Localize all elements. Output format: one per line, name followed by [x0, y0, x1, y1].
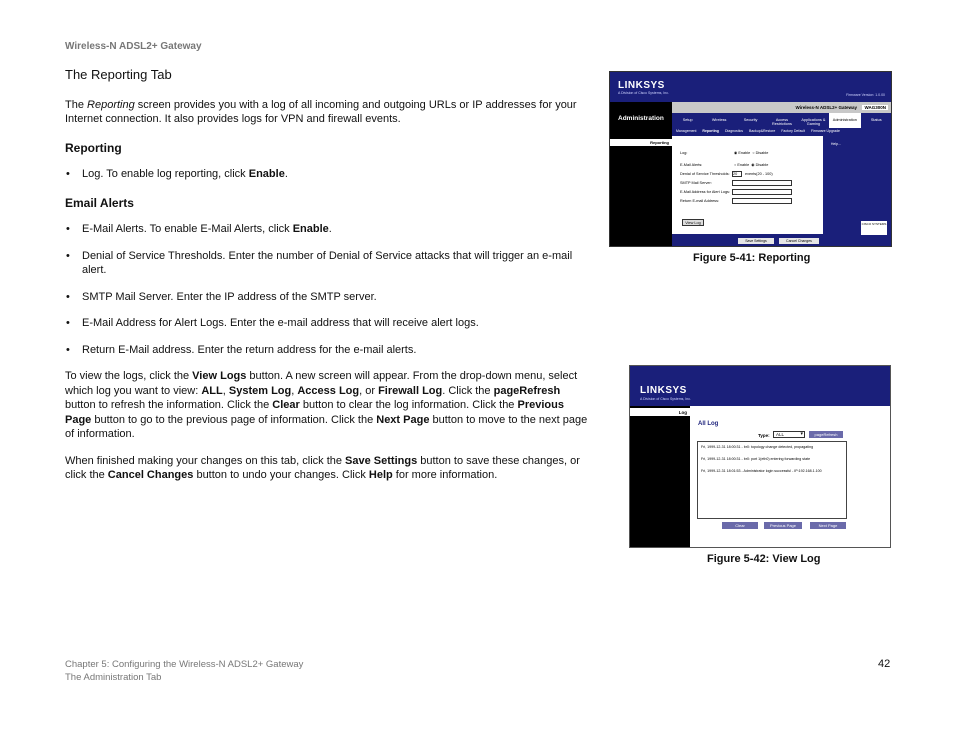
logo-tagline: A Division of Cisco Systems, Inc. [640, 397, 691, 401]
help-link[interactable]: Help... [830, 142, 841, 146]
page-refresh-button[interactable]: pageRefresh [809, 431, 843, 438]
previous-page-button[interactable]: Previous Page [764, 522, 802, 529]
view-log-button[interactable]: View Log [682, 219, 704, 226]
log-type-select[interactable]: ALL ▾ [773, 431, 805, 438]
section-title: The Reporting Tab [65, 67, 172, 82]
log-radio-group[interactable]: ◉ Enable ○ Disable [734, 151, 769, 155]
return-address-row: Return E-mail Address: [680, 198, 820, 207]
model-name: WAG300N [864, 105, 886, 110]
subtab-backup-restore[interactable]: Backup&Restore [749, 129, 776, 133]
list-item: • E-Mail Address for Alert Logs. Enter the e-mail address that will receive alert logs. [65, 316, 590, 331]
figure-caption-view-log: Figure 5-42: View Log [707, 553, 821, 565]
body-text-column [65, 68, 590, 495]
figure-reporting-screenshot [609, 71, 892, 247]
linksys-logo: LINKSYS [640, 385, 687, 396]
alert-email-input[interactable] [732, 189, 792, 195]
return-email-input[interactable] [732, 198, 792, 204]
tab-status[interactable]: Status [870, 118, 882, 122]
left-panel-label: Reporting [610, 139, 672, 146]
sub-tabs [672, 128, 892, 136]
list-item: • Return E-Mail address. Enter the return address for the e-mail alerts. [65, 343, 590, 358]
email-alerts-heading: Email Alerts [65, 195, 134, 210]
list-item: • SMTP Mail Server. Enter the IP address of the SMTP server. [65, 290, 590, 305]
finish-paragraph: When finished making your changes on this tab, click the Save Settings button to save these changes, or click the Cancel Changes button to undo your changes. Click Help for more information. [65, 454, 580, 481]
subtab-factory-default[interactable]: Factory Default [781, 129, 805, 133]
page-footer [65, 658, 303, 684]
view-logs-paragraph: To view the logs, click the View Logs button. A new screen will appear. From the drop-down menu, select which log you want to view: ALL, System Log, Access Log, or Firewall Log. Click the pageRefresh button to refresh the information. Click the Clear button to clear the log information. Click the Previous Page button to go to the previous page of information. Click the Next Page button to move to the next page of information. [65, 370, 588, 440]
left-panel [610, 136, 672, 247]
dos-unit: events(20 - 100) [745, 172, 773, 176]
cisco-logo: CISCO SYSTEMS [861, 221, 887, 235]
figure-caption-reporting: Figure 5-41: Reporting [693, 252, 811, 264]
page-number: 42 [878, 658, 891, 670]
product-name: Wireless-N ADSL2+ Gateway [795, 105, 857, 110]
tab-wireless[interactable]: Wireless [711, 118, 727, 122]
tab-setup[interactable]: Setup [682, 118, 693, 122]
linksys-logo: LINKSYS [618, 80, 665, 91]
running-header: Wireless-N ADSL2+ Gateway [65, 41, 202, 52]
email-radio-group[interactable]: ○ Enable ◉ Disable [734, 163, 769, 167]
tab-security[interactable]: Security [743, 118, 758, 122]
log-textarea[interactable] [697, 441, 847, 519]
save-settings-button[interactable]: Save Settings [738, 238, 774, 244]
subtab-diagnostics[interactable]: Diagnostics [724, 129, 744, 133]
tab-access-restrictions[interactable]: Access Restrictions [772, 118, 792, 126]
reporting-heading: Reporting [65, 140, 122, 155]
tab-applications-gaming[interactable]: Applications & Gaming [801, 118, 826, 126]
smtp-server-input[interactable] [732, 180, 792, 186]
log-title: All Log [698, 421, 719, 427]
logo-tagline: A Division of Cisco Systems, Inc. [618, 91, 669, 95]
footer-chapter: Chapter 5: Configuring the Wireless-N ADSL2+ Gateway [65, 659, 304, 670]
product-bar [672, 102, 892, 113]
email-alerts-list [65, 222, 590, 357]
subtab-management[interactable]: Management [676, 129, 697, 133]
reporting-list [65, 167, 590, 182]
dos-threshold-input[interactable]: 20 [732, 171, 742, 177]
list-item: • Denial of Service Thresholds. Enter the number of Denial of Service attacks that will trigger an e-mail alert. [65, 249, 590, 278]
type-label: Type: [758, 433, 770, 438]
section-label: Administration [618, 115, 664, 122]
firmware-version: Firmware Version: 1.0.00 [846, 93, 885, 97]
left-panel-label: Log [630, 408, 690, 416]
log-entry: Fri, 1999-12-31 18:00:31 - br0: topology change detected, propagating [701, 445, 814, 449]
main-tabs [672, 113, 892, 128]
subtab-reporting[interactable]: Reporting [702, 129, 719, 133]
dos-row: Denial of Service Thresholds: 20 events(20 - 100) [680, 172, 773, 176]
email-alerts-row: E-Mail Alerts: ○ Enable ◉ Disable [680, 163, 769, 167]
list-item: • E-Mail Alerts. To enable E-Mail Alerts, click Enable. [65, 222, 590, 237]
log-entry: Fri, 1999-12-31 18:01:53 - Administrator login successful - IP:192.168.1.100 [701, 469, 822, 473]
list-item: • Log. To enable log reporting, click Enable. [65, 167, 590, 182]
next-page-button[interactable]: Next Page [810, 522, 846, 529]
subtab-firmware-upgrade[interactable]: Firmware Upgrade [810, 129, 840, 133]
reporting-form [680, 150, 820, 207]
smtp-row: SMTP Mail Server: [680, 180, 820, 189]
intro-paragraph: The Reporting screen provides you with a log of all incoming and outgoing URLs or IP addresses for your Internet connection. It also provides logs for VPN and firewall events. [65, 98, 577, 125]
alert-address-row: E-Mail Address for Alert Logs: [680, 189, 820, 198]
log-row: Log: ◉ Enable ○ Disable [680, 151, 769, 155]
tab-administration[interactable]: Administration [829, 113, 860, 128]
cancel-changes-button[interactable]: Cancel Changes [779, 238, 819, 244]
footer-section: The Administration Tab [65, 672, 162, 683]
left-panel [630, 406, 690, 548]
log-entry: Fri, 1999-12-31 18:00:31 - br0: port 1(eth0) entering forwarding state [701, 457, 811, 461]
clear-button[interactable]: Clear [722, 522, 758, 529]
figure-view-log-screenshot [629, 365, 891, 548]
